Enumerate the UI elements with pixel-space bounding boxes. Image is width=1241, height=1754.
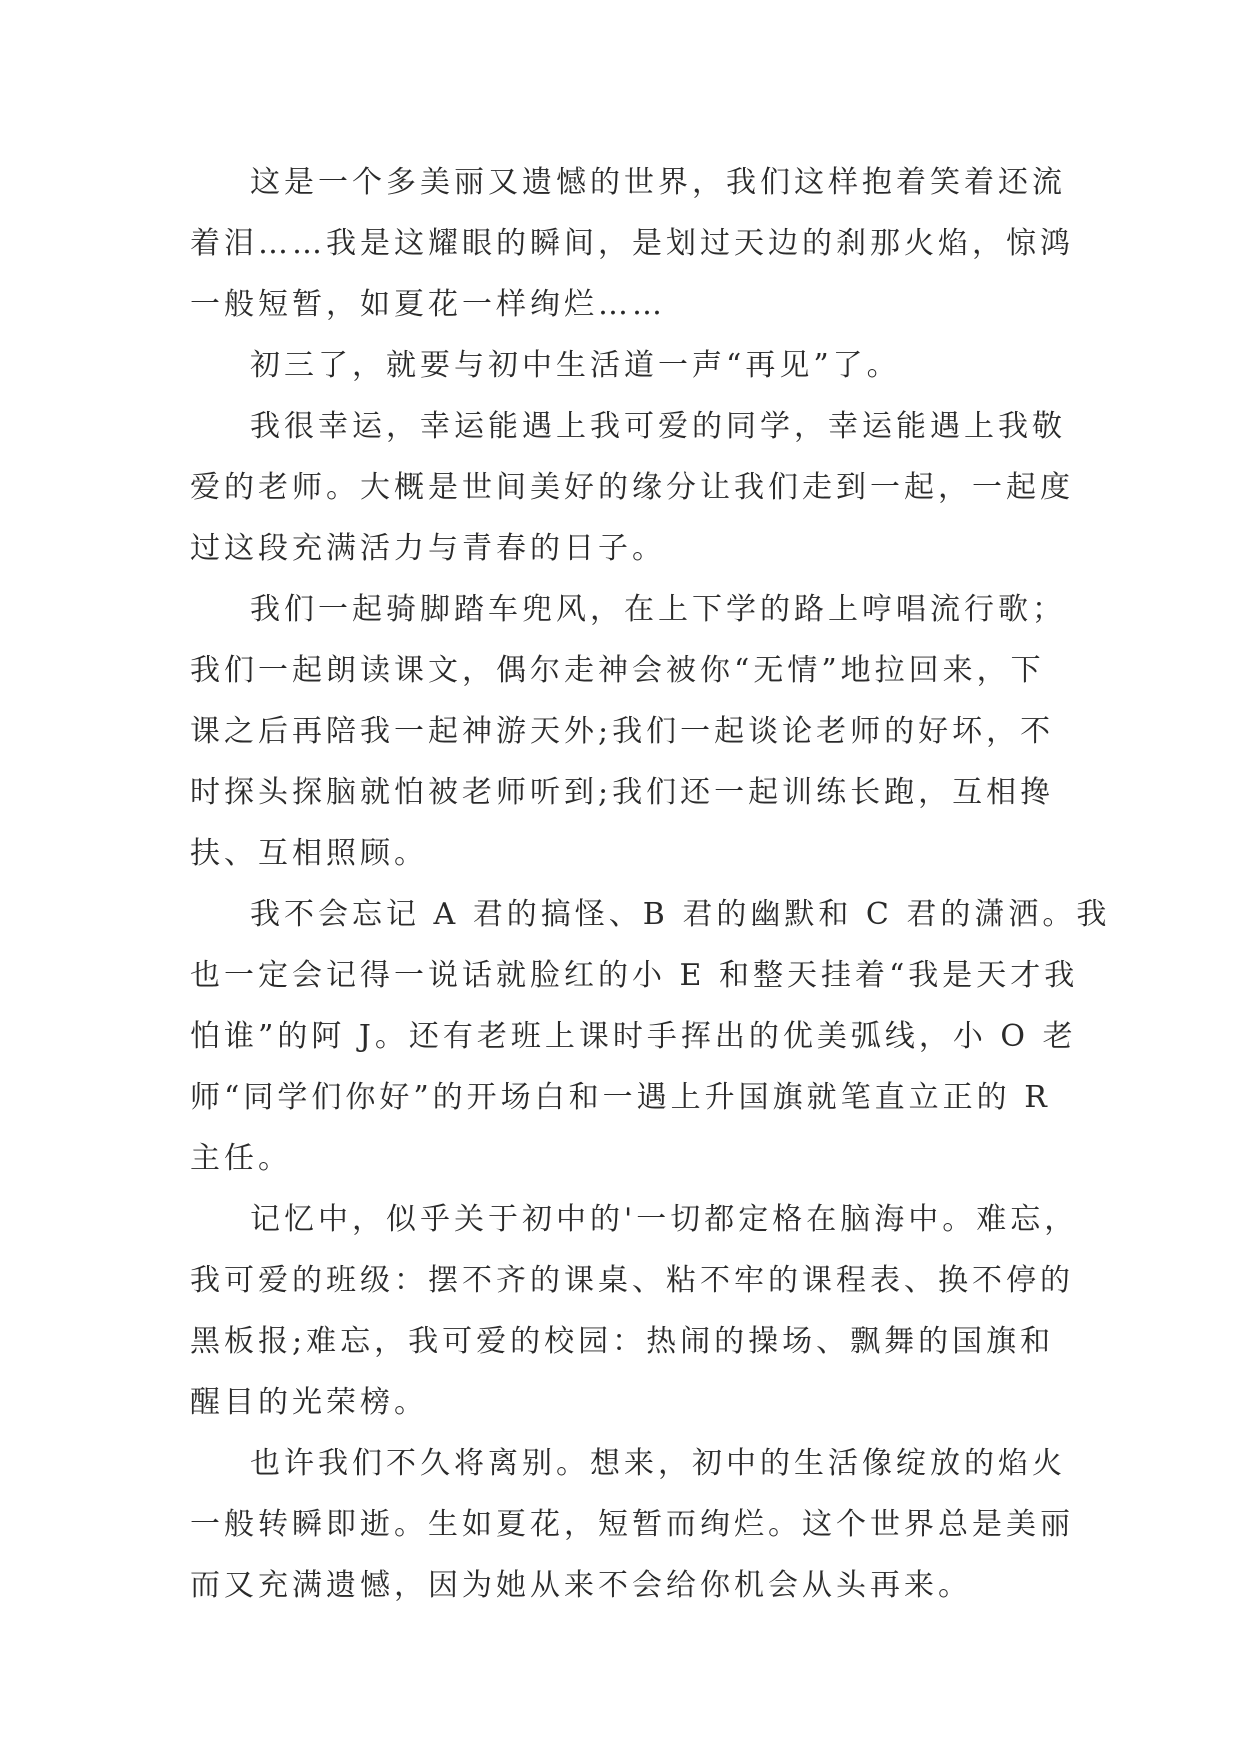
text-line: 怕谁”的阿 J。还有老班上课时手挥出的优美弧线，小 O 老 <box>190 1019 1077 1054</box>
paragraph-6 <box>190 1189 1079 1433</box>
text-line: 也一定会记得一说话就脸红的小 E 和整天挂着“我是天才我 <box>190 958 1079 993</box>
text-line: 过这段充满活力与青春的日子。 <box>190 531 666 566</box>
text-line: 课之后再陪我一起神游天外;我们一起谈论老师的好坏，不 <box>190 714 1055 749</box>
text-line: 我可爱的班级：摆不齐的课桌、粘不牢的课程表、换不停的 <box>190 1263 1074 1298</box>
paragraph-4 <box>190 579 1066 884</box>
text-line: 扶、互相照顾。 <box>190 836 428 871</box>
text-line: 爱的老师。大概是世间美好的缘分让我们走到一起，一起度 <box>190 470 1074 505</box>
text-line: 我很幸运，幸运能遇上我可爱的同学，幸运能遇上我敬 <box>250 409 1066 444</box>
paragraph-7 <box>190 1433 1074 1616</box>
text-line: 我们一起朗读课文，偶尔走神会被你“无情”地拉回来，下 <box>190 653 1045 688</box>
text-line: 一般转瞬即逝。生如夏花，短暂而绚烂。这个世界总是美丽 <box>190 1507 1074 1542</box>
paragraph-1 <box>190 152 1074 335</box>
paragraph-5 <box>190 884 1111 1189</box>
text-line: 着泪……我是这耀眼的瞬间，是划过天边的刹那火焰，惊鸿 <box>190 226 1074 261</box>
paragraph-2 <box>190 335 1050 396</box>
text-line: 我们一起骑脚踏车兜风，在上下学的路上哼唱流行歌； <box>250 592 1066 627</box>
text-line: 而又充满遗憾，因为她从来不会给你机会从头再来。 <box>190 1568 972 1603</box>
text-line: 这是一个多美丽又遗憾的世界，我们这样抱着笑着还流 <box>250 165 1066 200</box>
text-line: 初三了，就要与初中生活道一声“再见”了。 <box>250 348 901 383</box>
text-line: 也许我们不久将离别。想来，初中的生活像绽放的焰火 <box>250 1446 1066 1481</box>
text-line: 记忆中，似乎关于初中的'一切都定格在脑海中。难忘， <box>250 1202 1079 1237</box>
text-line: 主任。 <box>190 1141 292 1176</box>
text-line: 时探头探脑就怕被老师听到;我们还一起训练长跑，互相搀 <box>190 775 1055 810</box>
text-line: 一般短暂，如夏花一样绚烂…… <box>190 287 666 322</box>
text-line: 师“同学们你好”的开场白和一遇上升国旗就笔直立正的 R <box>190 1080 1051 1115</box>
text-line: 黑板报;难忘，我可爱的校园：热闹的操场、飘舞的国旗和 <box>190 1324 1055 1359</box>
text-line: 我不会忘记 A 君的搞怪、B 君的幽默和 C 君的潇洒。我 <box>250 897 1111 932</box>
document-body <box>190 152 1111 1616</box>
paragraph-3 <box>190 396 1074 579</box>
text-line: 醒目的光荣榜。 <box>190 1385 428 1420</box>
